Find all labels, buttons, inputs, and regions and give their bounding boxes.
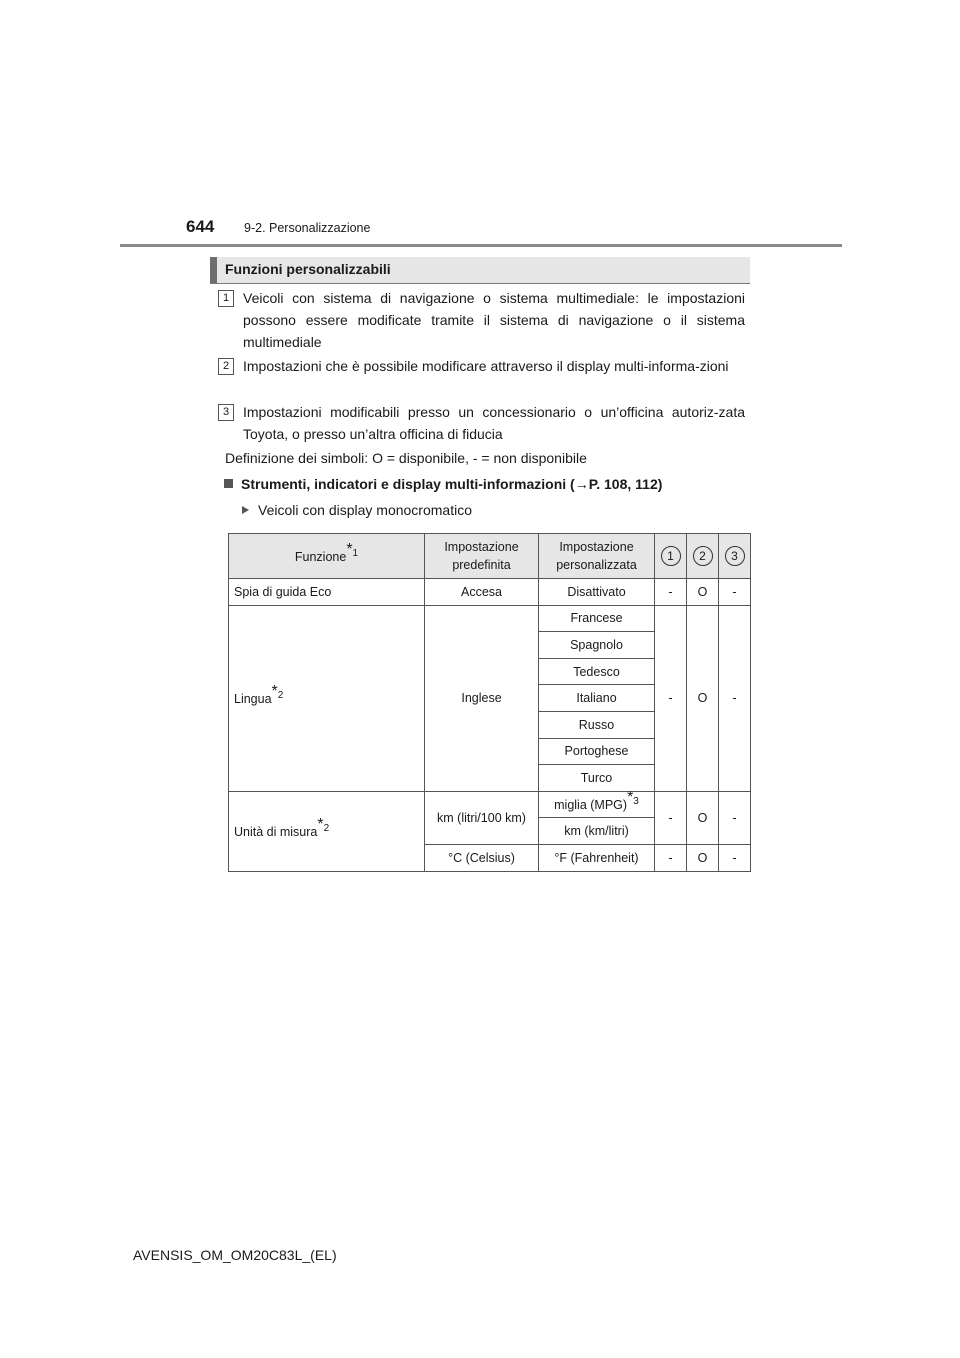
cell-col-2: O (687, 605, 719, 791)
cell-col-2: O (687, 844, 719, 871)
header-col-1: 1 (655, 534, 687, 579)
cell-col-1: - (655, 844, 687, 871)
legend-badge-3: 3 (218, 404, 234, 421)
cell-custom: Francese (539, 605, 655, 632)
table-header-row (229, 534, 751, 579)
triangle-bullet-icon (242, 506, 249, 514)
cell-custom: Portoghese (539, 738, 655, 765)
header-default: Impostazione predefinita (425, 534, 539, 579)
section-label: 9-2. Personalizzazione (244, 221, 371, 235)
legend-item-1 (218, 287, 745, 353)
cell-function: Unità di misura$^{*2}$ (229, 791, 425, 871)
header-col-2: 2 (687, 534, 719, 579)
cell-default: km (litri/100 km) (425, 791, 539, 844)
symbol-definitions: Definizione dei simboli: O = disponibile, - = non disponibile (225, 450, 587, 466)
table-row (229, 791, 751, 818)
legend-item-3 (218, 401, 745, 445)
settings-table (228, 533, 751, 872)
legend-item-2 (218, 355, 745, 377)
section-title-bar (210, 257, 750, 284)
cell-custom: miglia (MPG)$^{*3}$ (539, 791, 655, 818)
cell-default: Inglese (425, 605, 539, 791)
section-title: Funzioni personalizzabili (225, 261, 391, 277)
cell-col-3: - (719, 844, 751, 871)
vehicle-note-text: Veicoli con display monocromatico (258, 502, 472, 518)
cell-custom: Spagnolo (539, 632, 655, 659)
header-function: Funzione$^{*1}$ (229, 534, 425, 579)
cell-col-1: - (655, 605, 687, 791)
legend-text-1: Veicoli con sistema di navigazione o sistema multimediale: le impostazioni possono essere modificate tramite il sistema di navigazione o il sistema multimediale (243, 290, 745, 350)
subheading-text: Strumenti, indicatori e display multi-informazioni (→P. 108, 112) (241, 476, 663, 492)
cell-default: Accesa (425, 579, 539, 606)
footer-code: AVENSIS_OM_OM20C83L_(EL) (133, 1247, 337, 1263)
legend-text-2: Impostazioni che è possibile modificare attraverso il display multi-informa-zioni (243, 358, 729, 374)
legend-badge-1: 1 (218, 290, 234, 307)
legend-badge-2: 2 (218, 358, 234, 375)
cell-col-1: - (655, 791, 687, 844)
legend-text-3: Impostazioni modificabili presso un concessionario o un’officina autoriz-zata Toyota, o presso un’altra officina di fiducia (243, 404, 745, 442)
section-title-marker (210, 257, 217, 283)
header-col-3: 3 (719, 534, 751, 579)
cell-custom: Disattivato (539, 579, 655, 606)
cell-col-1: - (655, 579, 687, 606)
cell-col-2: O (687, 579, 719, 606)
header-custom: Impostazione personalizzata (539, 534, 655, 579)
cell-custom: Russo (539, 711, 655, 738)
cell-function: Lingua$^{*2}$ (229, 605, 425, 791)
cell-col-3: - (719, 579, 751, 606)
square-bullet-icon (224, 479, 233, 488)
subheading (224, 476, 662, 492)
page-number: 644 (186, 217, 215, 236)
cell-col-3: - (719, 605, 751, 791)
cell-custom: Italiano (539, 685, 655, 712)
cell-col-3: - (719, 791, 751, 844)
cell-col-2: O (687, 791, 719, 844)
table-row (229, 605, 751, 632)
cell-custom: Tedesco (539, 658, 655, 685)
cell-custom: °F (Fahrenheit) (539, 844, 655, 871)
header-rule (120, 244, 842, 247)
cell-custom: Turco (539, 765, 655, 792)
table-row (229, 579, 751, 606)
vehicle-note (242, 502, 472, 518)
cell-default: °C (Celsius) (425, 844, 539, 871)
cell-custom: km (km/litri) (539, 818, 655, 845)
cell-function: Spia di guida Eco (229, 579, 425, 606)
